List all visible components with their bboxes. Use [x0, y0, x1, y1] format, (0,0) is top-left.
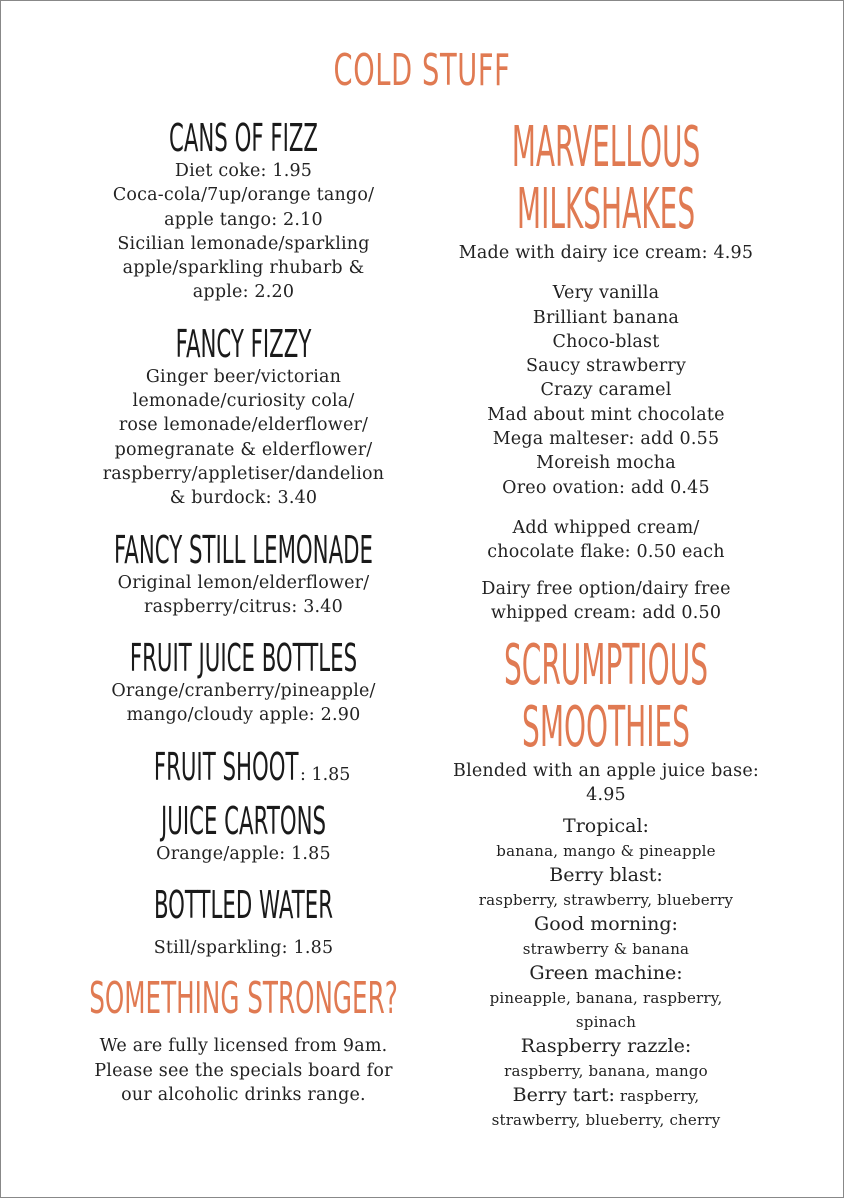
section-heading: SCRUMPTIOUS	[504, 633, 708, 699]
section-heading: MARVELLOUS	[511, 115, 701, 180]
menu-line: Still/sparkling: 1.85	[153, 938, 334, 959]
smoothie-desc: spinach	[575, 1012, 637, 1031]
menu-line: Brilliant banana	[532, 307, 680, 328]
menu-line: lemonade/curiosity cola/	[132, 391, 355, 412]
smoothie-name-row	[433, 1083, 779, 1108]
right-column	[433, 117, 779, 1132]
smoothie-desc: raspberry, banana, mango	[504, 1061, 708, 1080]
menu-line: Crazy caramel	[540, 380, 672, 401]
menu-line: apple/sparkling rhubarb &	[122, 258, 365, 279]
section-fruit-juice-bottles	[71, 637, 416, 728]
menu-line: Sicilian lemonade/sparkling	[117, 233, 370, 254]
section-fruit-shoot	[71, 746, 416, 790]
menu-line: Orange/apple: 1.85	[156, 843, 331, 864]
section-heading: FRUIT SHOOT	[153, 744, 299, 789]
menu-line: apple tango: 2.10	[164, 209, 323, 230]
menu-line: We are fully licensed from 9am.	[99, 1036, 388, 1057]
menu-line: chocolate flake: 0.50 each	[487, 542, 725, 563]
smoothie-desc: pineapple, banana, raspberry,	[489, 988, 723, 1007]
menu-line: Please see the specials board for	[94, 1060, 393, 1081]
menu-line: whipped cream: add 0.50	[490, 602, 722, 623]
section-fancy-still-lemonade	[71, 529, 416, 620]
section-heading: MILKSHAKES	[516, 177, 696, 242]
smoothie-name: Good morning:	[534, 912, 678, 935]
menu-line: Oreo ovation: add 0.45	[502, 477, 710, 498]
smoothie-desc: strawberry & banana	[522, 939, 690, 958]
smoothie-name: Tropical:	[563, 814, 649, 837]
section-bottled-water	[71, 884, 416, 960]
smoothie-name: Berry tart:	[512, 1083, 615, 1106]
menu-line: our alcoholic drinks range.	[121, 1084, 366, 1105]
menu-line: Made with dairy ice cream: 4.95	[458, 243, 754, 263]
menu-line: Moreish mocha	[536, 453, 676, 474]
menu-line: Mad about mint chocolate	[487, 404, 725, 425]
menu-line: Mega malteser: add 0.55	[492, 429, 720, 450]
menu-line: Diet coke: 1.95	[174, 161, 313, 181]
menu-price: : 1.85	[299, 764, 351, 785]
smoothie-name: Berry blast:	[549, 863, 663, 886]
smoothie-desc: banana, mango & pineapple	[496, 841, 716, 860]
section-heading: FRUIT JUICE BOTTLES	[129, 636, 358, 681]
menu-line: raspberry/citrus: 3.40	[144, 596, 343, 617]
menu-line: & burdock: 3.40	[169, 488, 318, 509]
section-heading: FANCY STILL LEMONADE	[114, 527, 373, 572]
smoothie-desc: raspberry, strawberry, blueberry	[478, 890, 734, 909]
menu-line: mango/cloudy apple: 2.90	[126, 705, 361, 726]
menu-line: Choco-blast	[552, 331, 660, 352]
menu-line: raspberry/appletiser/dandelion	[102, 463, 385, 484]
smoothie-name: Raspberry razzle:	[520, 1034, 692, 1057]
section-something-stronger	[71, 974, 416, 1107]
section-cans-of-fizz	[71, 117, 416, 305]
menu-line: pomegranate & elderflower/	[114, 439, 373, 460]
section-fancy-fizzy	[71, 323, 416, 511]
menu-line: Original lemon/elderflower/	[117, 572, 370, 593]
section-heading: CANS OF FIZZ	[168, 116, 319, 160]
menu-line: Dairy free option/dairy free	[481, 578, 731, 599]
section-heading: BOTTLED WATER	[153, 883, 334, 928]
menu-line: Very vanilla	[552, 283, 660, 304]
smoothie-desc: strawberry, blueberry, cherry	[491, 1110, 721, 1129]
menu-line: apple: 2.20	[192, 282, 295, 303]
menu-line: rose lemonade/elderflower/	[118, 415, 369, 436]
menu-line: Blended with an apple juice base:	[453, 761, 759, 782]
left-column	[71, 117, 416, 1107]
menu-line: Ginger beer/victorian	[145, 366, 342, 387]
menu-line: Coca-cola/7up/orange tango/	[112, 185, 375, 206]
smoothie-desc: raspberry,	[614, 1086, 700, 1105]
page-title: COLD STUFF	[333, 45, 511, 96]
section-smoothies	[433, 635, 779, 1132]
menu-line: Saucy strawberry	[525, 356, 687, 377]
smoothie-name: Green machine:	[529, 961, 683, 984]
section-heading: FANCY FIZZY	[175, 321, 312, 366]
section-milkshakes	[433, 117, 779, 625]
menu-line: Orange/cranberry/pineapple/	[111, 681, 376, 702]
section-heading: SOMETHING STRONGER?	[89, 973, 398, 1025]
menu-line: 4.95	[586, 785, 626, 806]
menu-line: Add whipped cream/	[512, 517, 700, 538]
section-juice-cartons	[71, 800, 416, 866]
section-heading: SMOOTHIES	[522, 695, 690, 761]
section-heading: JUICE CARTONS	[160, 798, 327, 843]
